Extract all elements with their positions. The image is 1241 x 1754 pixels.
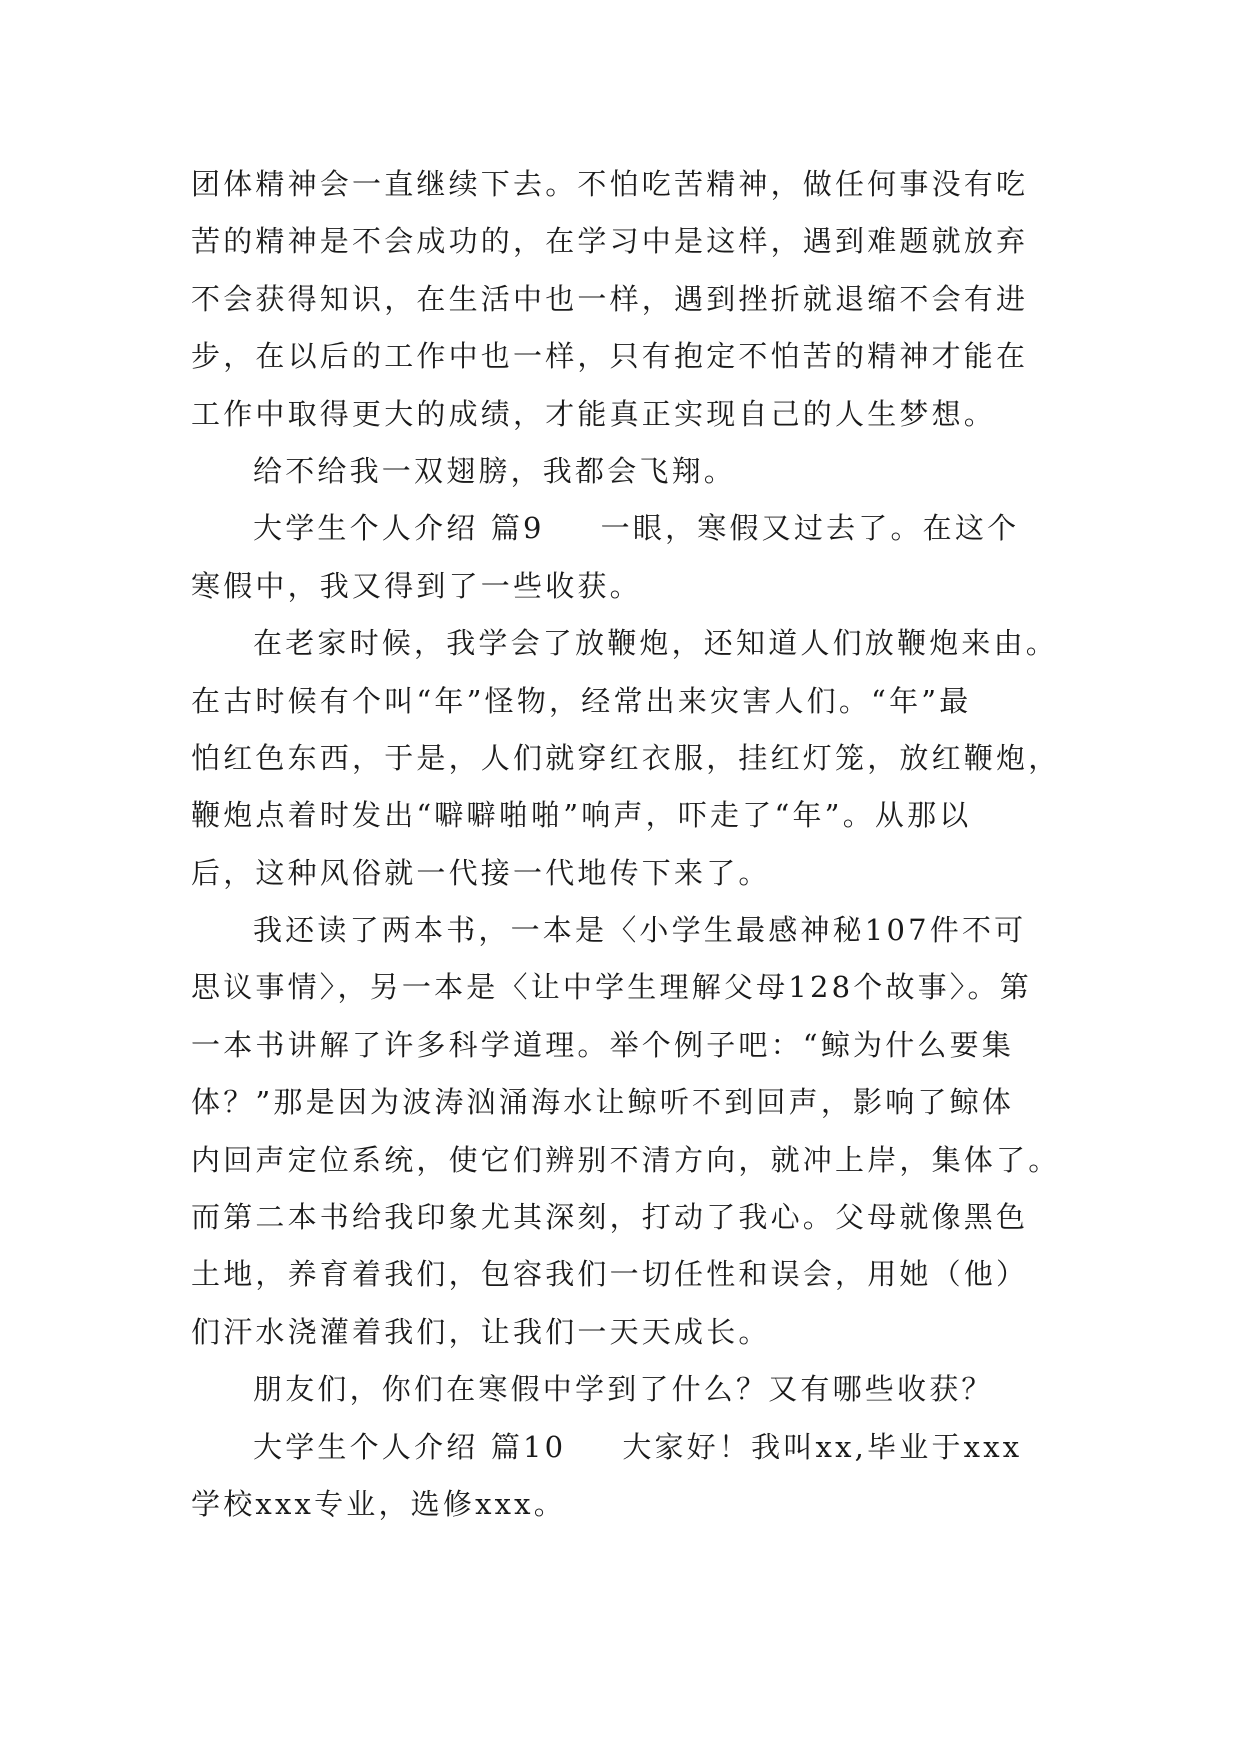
text-line: 怕红色东西，于是，人们就穿红衣服，挂红灯笼，放红鞭炮， [191,740,1061,775]
text-line: 而第二本书给我印象尤其深刻，打动了我心。父母就像黑色 [191,1200,1029,1235]
text-line: 体？”那是因为波涛汹涌海水让鲸听不到回声，影响了鲸体 [191,1085,1015,1120]
document-body [191,156,1061,1533]
text-line: 团体精神会一直继续下去。不怕吃苦精神，做任何事没有吃 [191,167,1029,201]
section-heading-line [191,500,1051,557]
text-line: 学校xxx专业，选修xxx。 [191,1486,566,1521]
text-line: 土地，养育着我们，包容我们一切任性和误会，用她（他） [191,1257,1029,1292]
text-fragment: 大家好！我叫xx,毕业于xxx [622,1429,1023,1464]
text-line: 苦的精神是不会成功的，在学习中是这样，遇到难题就放弃 [191,224,1029,259]
section-heading: 大学生个人介绍 篇10 [253,1429,567,1464]
text-line: 内回声定位系统，使它们辨别不清方向，就冲上岸，集体了。 [191,1142,1061,1177]
text-line: 不会获得知识，在生活中也一样，遇到挫折就退缩不会有进 [191,281,1029,316]
paragraph-line: 朋友们，你们在寒假中学到了什么？又有哪些收获？ [253,1372,994,1407]
text-line: 们汗水浇灌着我们，让我们一天天成长。 [191,1314,771,1349]
text-line: 在古时候有个叫“年”怪物，经常出来灾害人们。“年”最 [191,683,972,718]
text-fragment: 一眼，寒假又过去了。在这个 [600,511,1020,546]
section-heading-line [191,1419,1051,1476]
text-line: 步，在以后的工作中也一样，只有抱定不怕苦的精神才能在 [191,339,1029,374]
text-line: 工作中取得更大的成绩，才能真正实现自己的人生梦想。 [191,396,997,431]
text-line: 寒假中，我又得到了一些收获。 [191,568,642,603]
section-heading: 大学生个人介绍 篇9 [253,511,545,546]
paragraph-line: 在老家时候，我学会了放鞭炮，还知道人们放鞭炮来由。 [253,626,1059,661]
text-line: 思议事情〉，另一本是〈让中学生理解父母128个故事〉。第 [191,970,1032,1005]
text-line: 一本书讲解了许多科学道理。举个例子吧：“鲸为什么要集 [191,1027,1015,1062]
paragraph-line: 给不给我一双翅膀，我都会飞翔。 [253,453,737,488]
text-line: 鞭炮点着时发出“噼噼啪啪”响声，吓走了“年”。从那以 [191,798,972,833]
paragraph-line: 我还读了两本书，一本是〈小学生最感神秘107件不可 [253,913,1027,948]
text-line: 后，这种风俗就一代接一代地传下来了。 [191,855,771,890]
